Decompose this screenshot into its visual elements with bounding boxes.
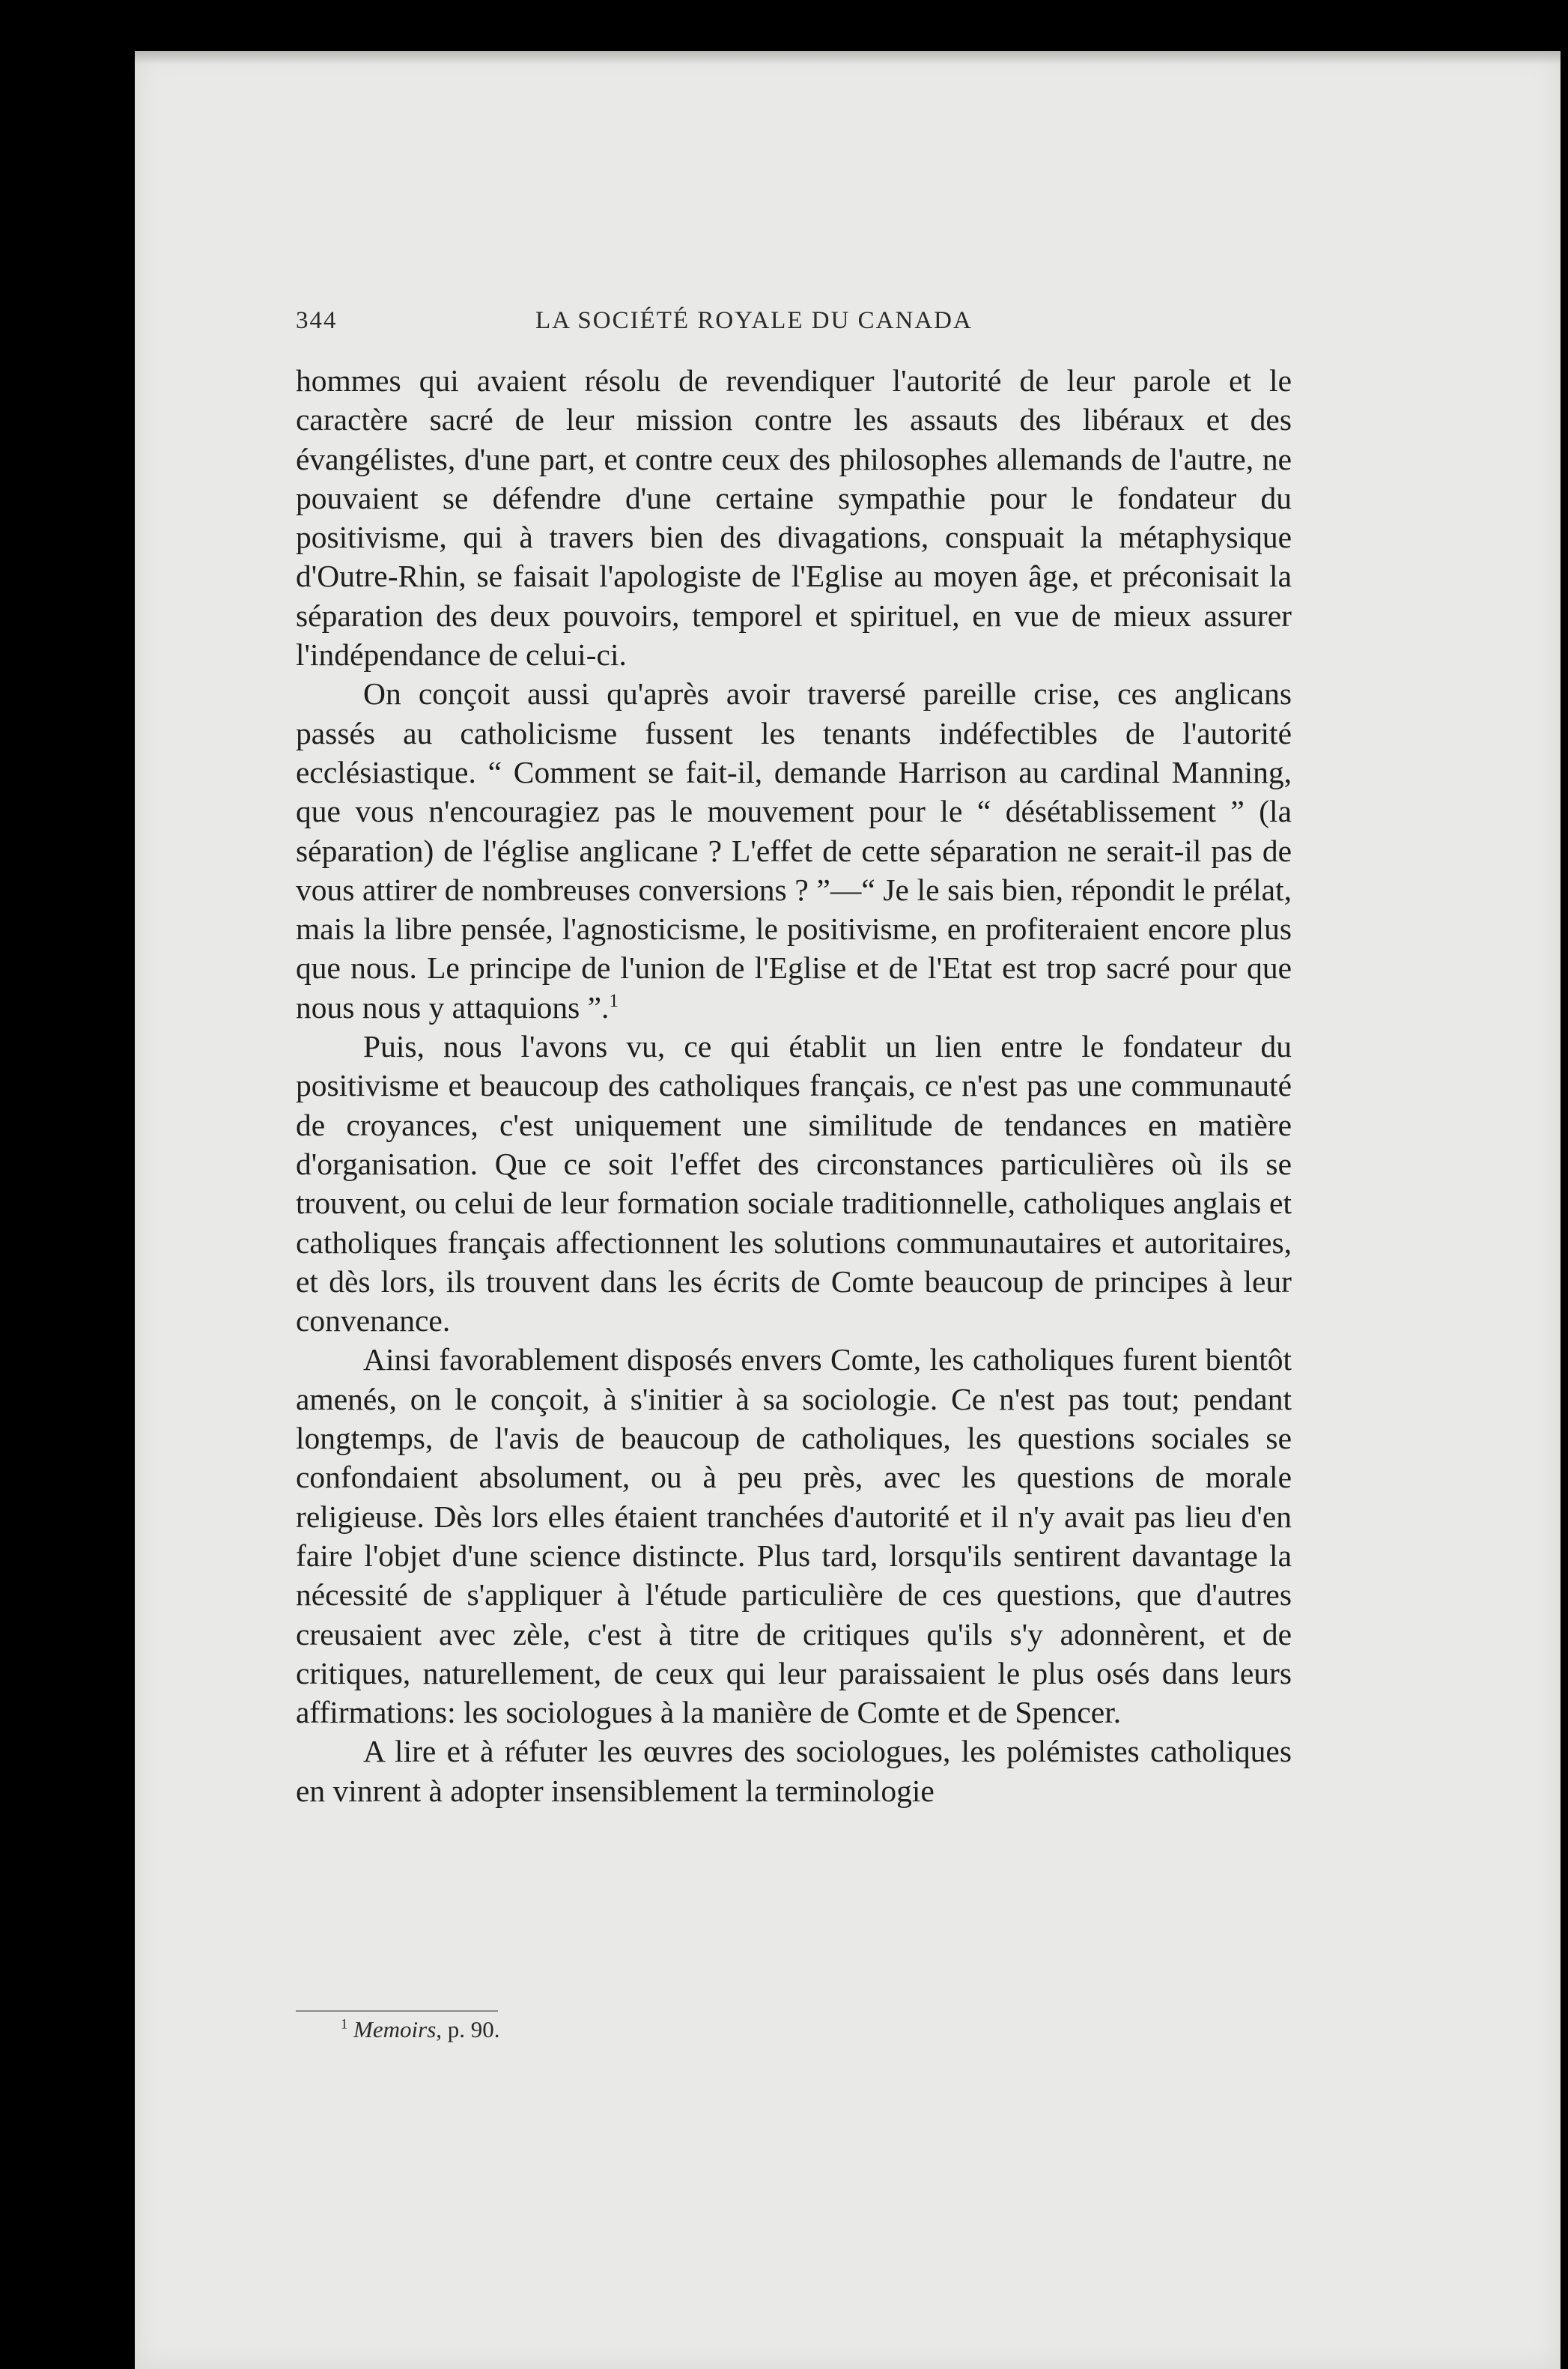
page-number: 344 (296, 307, 338, 334)
footnote (341, 2016, 500, 2043)
paragraph-3: Puis, nous l'avons vu, ce qui établit un lien entre le fondateur du positivisme et beaucoup des catholiques français, ce n'est pas une communauté de croyances, c'est uniquement une similitude de tendances en matière d'organisation. Que ce soit l'effet des circonstances particulières où ils se trouvent, ou celui de leur formation sociale traditionnelle, catholiques anglais et catholiques français affectionnent les solutions communautaires et autoritaires, et dès lors, ils trouvent dans les écrits de Comte beaucoup de principes à leur convenance. (296, 1029, 1292, 1338)
paragraph-2 (296, 674, 1292, 1027)
body-text (296, 361, 1292, 1810)
page-header (296, 307, 1127, 345)
page-top-shadow (135, 51, 1561, 64)
paragraph-1: hommes qui avaient résolu de revendiquer l'autorité de leur parole et le caractère sacré de leur mission contre les assauts des libéraux et des évangélistes, d'une part, et contre ceux des philosophes allemands de l'autre, ne pouvaient se défendre d'une certaine sympathie pour le fondateur du positivisme, qui à travers bien des divagations, conspuait la métaphysique d'Outre-Rhin, se faisait l'apologiste de l'Eglise au moyen âge, et préconisait la séparation des deux pouvoirs, temporel et spirituel, en vue de mieux assurer l'indépendance de celui-ci. (296, 363, 1292, 673)
running-title: LA SOCIÉTÉ ROYALE DU CANADA (535, 307, 973, 334)
footnote-reference: 1 (609, 990, 619, 1011)
footnote-marker: 1 (341, 2016, 348, 2033)
footnote-title: Memoirs (353, 2016, 437, 2042)
paragraph-5: A lire et à réfuter les œuvres des sociologues, les polémistes catholiques en vinrent à adopter insensiblement la terminologie (296, 1734, 1292, 1808)
footnote-divider (296, 2010, 498, 2012)
paragraph-2-text: On conçoit aussi qu'après avoir traversé pareille crise, ces anglicans passés au catholicisme fussent les tenants indéfectibles de l'autorité ecclésiastique. “ Comment se fait-il, demande Harrison au cardinal Manning, que vous n'encouragiez pas le mouvement pour le “ désétablissement ” (la séparation) de l'église anglicane ? L'effet de cette séparation ne serait-il pas de vous attirer de nombreuses conversions ? ”—“ Je le sais bien, répondit le prélat, mais la libre pensée, l'agnosticisme, le positivisme, en profiteraient encore plus que nous. Le principe de l'union de l'Eglise et de l'Etat est trop sacré pour que nous nous y attaquions ”. (296, 676, 1292, 1025)
paragraph-4: Ainsi favorablement disposés envers Comte, les catholiques furent bientôt amenés, on le conçoit, à s'initier à sa sociologie. Ce n'est pas tout; pendant longtemps, de l'avis de beaucoup de catholiques, les questions sociales se confondaient absolument, ou à peu près, avec les questions de morale religieuse. Dès lors elles étaient tranchées d'autorité et il n'y avait pas lieu d'en faire l'objet d'une science distincte. Plus tard, lorsqu'ils sentirent davantage la nécessité de s'appliquer à l'étude particulière de ces questions, que d'autres creusaient avec zèle, c'est à titre de critiques qu'ils s'y adonnèrent, et de critiques, naturellement, de ceux qui leur paraissaient le plus osés dans leurs affirmations: les sociologues à la manière de Comte et de Spencer. (296, 1342, 1292, 1730)
footnote-citation: , p. 90. (436, 2016, 500, 2042)
